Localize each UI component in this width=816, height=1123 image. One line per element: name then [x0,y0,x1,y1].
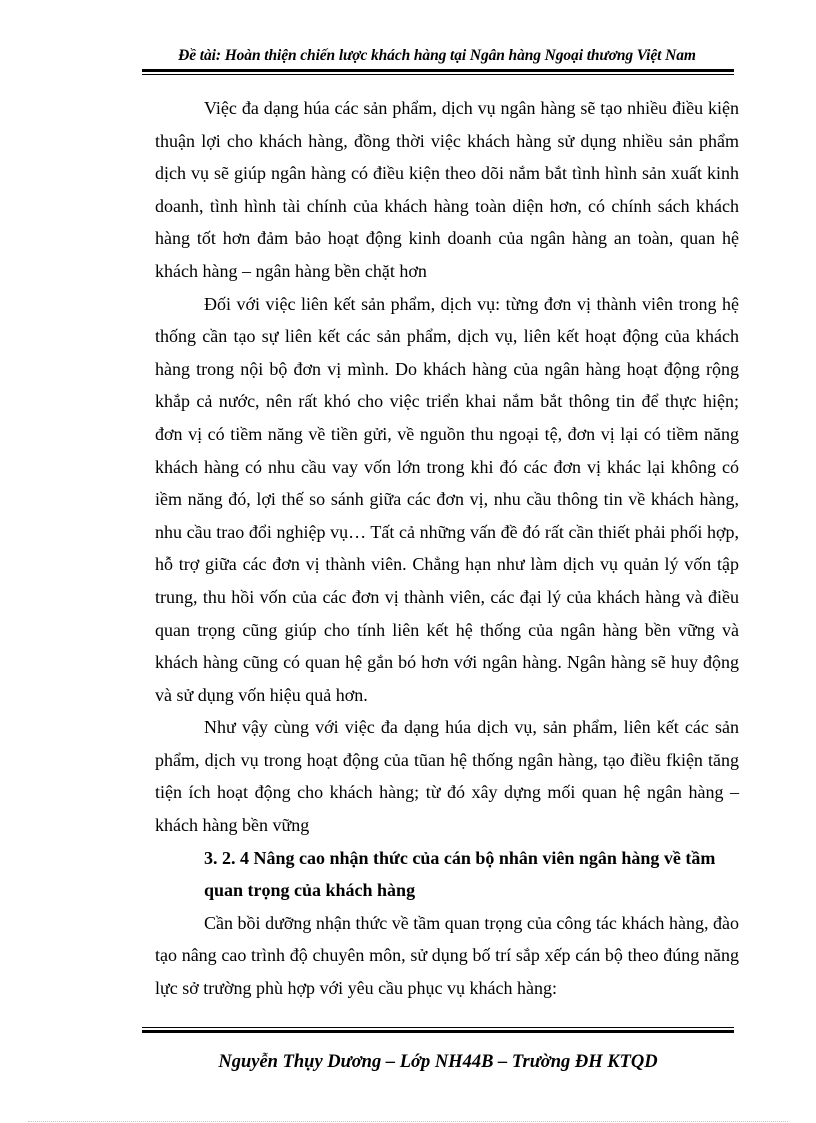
footer-rule-thick [142,1030,734,1033]
header-rule-thick [142,69,734,72]
page-bottom-dotted-line [28,1121,788,1122]
paragraph-product-linkage: Đối với việc liên kết sản phẩm, dịch vụ: từng đơn vị thành viên trong hệ thống cần tạo sự liên kết các sản phẩm, dịch vụ, liên kết hoạt động của khách hàng trong nội bộ đơn vị mình. Do khách hàng của ngân hàng hoạt động rộng khắp cả nước, nên rất khó cho việc triển khai nắm bắt thông tin để thực hiện; đơn vị có tiềm năng về tiền gửi, về nguồn thu ngoại tệ, đơn vị lại có tiềm năng khách hàng có nhu cầu vay vốn lớn trong khi đó các đơn vị khác lại không có iềm năng đó, lợi thế so sánh giữa các đơn vị, nhu cầu thông tin về khách hàng, nhu cầu trao đổi nghiệp vụ… Tất cả những vấn đề đó rất cần thiết phải phối hợp, hỗ trợ giữa các đơn vị thành viên. Chẳng hạn như làm dịch vụ quản lý vốn tập trung, thu hồi vốn của các đơn vị thành viên, các đại lý của khách hàng và điều quan trọng cũng giúp cho tính liên kết hệ thống của ngân hàng bền vững và khách hàng cũng có quan hệ gắn bó hơn với ngân hàng. Ngân hàng sẽ huy động và sử dụng vốn hiệu quả hơn. [155,293,739,705]
paragraph-conclusion: Như vậy cùng với việc đa dạng húa dịch vụ, sản phẩm, liên kết các sản phẩm, dịch vụ trong hoạt động của tũan hệ thống ngân hàng, tạo điều fkiện tăng tiện ích hoạt động cho khách hàng; từ đó xây dựng mối quan hệ ngân hàng – khách hàng bền vững [155,717,739,836]
footer-rule-thin [142,1027,734,1028]
header-rule-thin [142,74,734,75]
section-heading: 3. 2. 4 Nâng cao nhận thức của cán bộ nhân viên ngân hàng về tầm quan trọng của khách hàng [204,847,716,901]
page-header-title: Đề tài: Hoàn thiện chiến lược khách hàng tại Ngân hàng Ngoại thương Việt Nam [178,47,696,64]
document-body [155,92,739,1005]
paragraph-staff-awareness: Cần bồi dưỡng nhận thức về tầm quan trọng của công tác khách hàng, đào tạo nâng cao trình độ chuyên môn, sử dụng bố trí sắp xếp cán bộ theo đúng năng lực sở trường phù hợp với yêu cầu phục vụ khách hàng: [155,912,739,999]
paragraph-diversification: Việc đa dạng húa các sản phẩm, dịch vụ ngân hàng sẽ tạo nhiều điều kiện thuận lợi cho khách hàng, đồng thời việc khách hàng sử dụng nhiều sản phẩm dịch vụ sẽ giúp ngân hàng có điều kiện theo dõi nắm bắt tình hình sản xuất kinh doanh, tình hình tài chính của khách hàng toàn diện hơn, có chính sách khách hàng tốt hơn đảm bảo hoạt động kinh doanh của ngân hàng an toàn, quan hệ khách hàng – ngân hàng bền chặt hơn [155,98,739,281]
page-footer-author: Nguyễn Thụy Dương – Lớp NH44B – Trường ĐH KTQD [218,1052,658,1072]
